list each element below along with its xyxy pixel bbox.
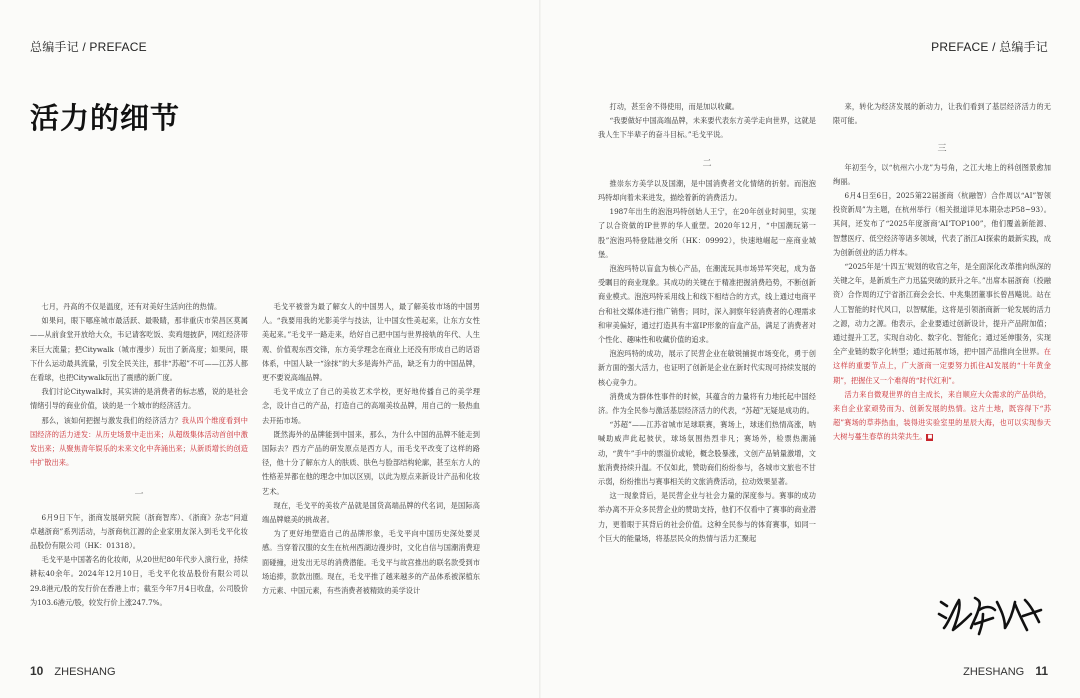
paragraph: 现在，毛戈平的美妆产品就是国货高端品牌的代名词，是国际高端品牌媲美的挑战者。 bbox=[262, 500, 480, 525]
page-number: 10 bbox=[30, 664, 44, 678]
header-right: PREFACE / 总编手记 bbox=[931, 40, 1048, 54]
paragraph: “我要做好中国高端品牌，未来要代表东方美学走向世界，这就是我人生下半辈子的奋斗目标。”毛戈平说。 bbox=[598, 116, 816, 140]
paragraph: 七月，丹高的不仅是温度，还有对美好生活向往的热情。 bbox=[41, 302, 222, 311]
page-spine bbox=[539, 0, 541, 698]
column-4 bbox=[833, 100, 1051, 445]
paragraph: 这一现象背后，是民营企业与社会力量的深度参与。赛事的成功举办离不开众多民营企业的赞助支持，他们不仅看中了赛事的商业潜力，更着眼于其背后的社会价值。这种全民参与的体育赛事，如同一个巨大的能量场，将基层民众的热情与活力汇聚起 bbox=[598, 491, 816, 543]
handwritten-signature bbox=[935, 588, 1045, 638]
highlight-text: 在这样的重要节点上，广大浙商一定要努力抓住AI发展的“十年黄金期”，把握住又一个难得的“时代红利”。 bbox=[833, 347, 1051, 385]
paragraph: 泡泡玛特的成功，展示了民营企业在敏锐捕捉市场变化，勇于创新方面的强大活力，也证明了创新是企业在新时代实现可持续发展的核心竞争力。 bbox=[598, 349, 816, 387]
column-1 bbox=[30, 300, 248, 610]
closing-text: 活力来自微观世界的自主成长，来自顺应大众需求的产品供给，来自企业家顽势而为、创新发展的热情。这片土地，既容得下“苏超”赛场的草莽热血，装得进实验室里的星辰大海，也可以实现参天大树与蔓生春草的共荣共生。 bbox=[833, 389, 1051, 442]
paragraph: 毛戈平是中国著名的化妆师，从20世纪80年代步入演行业，持续耕耘40余年。2024年12月10日，毛戈平化妆品股份有限公司以29.8港元/股的发行价在香港上市；截至今年7月4日收盘，公司股价为103.6港元/股，较发行价上涨247.7%。 bbox=[30, 555, 248, 607]
paragraph: 我们讨论Citywalk时，其实讲的是消费者的标志感，说的是社会情绪引导的商业价值，谈的是一个城市的经济活力。 bbox=[30, 387, 248, 411]
end-mark-icon: ■ bbox=[927, 433, 933, 440]
paragraph: 6月9日下午，浙商发展研究院（浙商智库）、《浙商》杂志“问道卓越浙商”系列活动，与浙商杭江源的企业家朋友深入到毛戈平化妆品股份有限公司（HK：01318）。 bbox=[30, 512, 248, 551]
paragraph-text: “2025年是‘十四五’规划的收官之年，是全面深化改革推向纵深的关键之年，是新质生产力迅猛突破的跃升之年。”出席本届浙商（投融资）合作周的辽宁省浙江商会会长、中兆集团董事长曾昌飚说。站在人工智能的时代风口，以智赋能，这将是引领浙商新一轮发展的活力之源，动力之源。他表示，企业要通过创新设计，提升产品附加值；通过提升工艺，实现自动化、数字化、智能化；通过延伸服务，实现全产业链的数字化转型；通过拓展市场，把中国产品推向全世界。 bbox=[833, 262, 1051, 357]
paragraph: 消费成为群体性事件的时候，其蕴含的力量将有力地托起中国经济。作为全民参与激活基层经济活力的代表，“苏超”无疑是成功的。 bbox=[598, 391, 816, 416]
paragraph: 既然海外的品牌能到中国来，那么，为什么中国的品牌不能走到国际去？西方产品的研发原点是西方人，而毛戈平改变了这样的路径，他十分了解东方人的肤质、肤色与脸部结构轮廓，甚至东方人的性格差异都在他的理念中加以区别，以此为原点来新设计产品和化妆艺术。 bbox=[262, 429, 480, 496]
column-3 bbox=[598, 100, 816, 546]
highlight-text: 我从四个维度看到中国经济的活力迸发：从历史场景中走出来；从超级集体活动首创中激发出来；从聚焦青年娱乐的未来文化中奔涌出来；从新质增长的创造中扩散出来。 bbox=[30, 415, 248, 468]
section-marker: 三 bbox=[937, 144, 947, 155]
paragraph: 为了更好地塑造自己的品牌形象，毛戈平向中国历史深处要灵感。当穿着汉服的女生在杭州西湖边漫步时，文化自信与国潮消费迎面碰撞，迸发出无尽的消费潜能。毛戈平与故宫推出的联名款受到市场追捧，款款出圈。现在，毛戈平推了越来越多的产品体系被深植东方元素、中国元素，有些消费者被精致的美学设计 bbox=[262, 529, 480, 596]
paragraph: 推崇东方美学以及国潮，是中国消费者文化情绪的折射。而泡泡玛特却向着未来进发，描绘着新的消费活力。 bbox=[598, 178, 816, 203]
paragraph: 年初至今，以“杭州六小龙”为号角，之江大地上的科创图景愈加绚丽。 bbox=[833, 162, 1051, 186]
paragraph: 毛戈平成立了自己的美妆艺术学校，更好地传播自己的美学理念，设计自己的产品，打造自己的高端美妆品牌，用自己的一般热血去开拓市场。 bbox=[262, 387, 480, 425]
paragraph: 6月4日至6日，2025第22届浙商（杭融智）合作周以“AI”智领 投资新局”为主题，在杭州举行（相关报道详见本期杂志P58~93）。其间，还发布了“2025年度浙商‘AI’TOP100”，他们覆盖新能源、智慧医疗、低空经济等诸多领域，代表了浙江AI探索的最新实践，成为创新创业的活力样本。 bbox=[833, 191, 1051, 257]
column-2 bbox=[262, 300, 480, 598]
paragraph: 来，转化为经济发展的新动力，让我们看到了基层经济活力的无限可能。 bbox=[833, 102, 1051, 126]
paragraph: 毛戈平被誉为最了解女人的中国男人，最了解美妆市场的中国男人。“我要用我的光影美学与技法，让中国女性美起来，让东方女性美起来。”毛戈平一路走来，给好自己把中国与世界接轨的年代、人生观、价值观东西交锋，东方美学理念在商业上还没有形成自己的话语体系，中国人缺一“涂抹”的大多是海外产品，缺乏有力的中国品牌，更不要说高端品牌。 bbox=[262, 302, 480, 383]
paragraph: 1987年出生的泡泡玛特创始人王宁，在20年创业时间里，实现了以合资做的IP世界的华人重塑。2020年12月，“中国潮玩第一股”泡泡玛特登陆港交所（HK：09992），快速地崛起一座商业城堡。 bbox=[598, 207, 816, 259]
paragraph-text: 那么，该如何把握与激发我们的经济活力？ bbox=[41, 415, 182, 425]
paragraph: “苏超”——江苏省城市足球联赛，赛场上，球迷们热情高涨，呐喊助威声此起彼伏，球场氛围热烈非凡；赛场外，检票热潮涌动，“黄牛”手中的票溢价或轮，概念股暴涨，文创产品销量激增，文旅消费持续升温。不仅如此，赞助商们纷纷参与，各城市文旅也不甘示弱，纷纷推出与赛事相关的文旅消费活动，拉动效果显著。 bbox=[598, 420, 816, 487]
brand-name: ZHESHANG bbox=[963, 666, 1025, 678]
paragraph: 如果问，眼下哪座城市最活跃、最吸睛，那非重庆市荣昌区莫属——从前食堂开放给大众，韦记请客吃饭、卖鸡翅披萨，网红经济带来巨大流量；把Citywalk（城市漫步）玩出了新高度；如果问，眼下什么运动最具流量，引发全民关注，那非“苏超”不可——江苏人都在看球，也把Citywalk玩出了震感的新广度。 bbox=[30, 316, 248, 383]
page-title: 活力的细节 bbox=[30, 101, 181, 135]
section-marker: 二 bbox=[702, 158, 712, 169]
paragraph bbox=[30, 414, 248, 471]
header-left: 总编手记 / PREFACE bbox=[30, 40, 147, 54]
footer-right bbox=[963, 664, 1048, 678]
footer-left bbox=[30, 664, 116, 678]
section-marker: 一 bbox=[134, 490, 144, 501]
paragraph: 泡泡玛特以盲盒为核心产品，在潮流玩具市场异军突起，成为备受瞩目的商业现象。其成功的关键在于精准把握消费趋势，不断创新商业模式。泡泡玛特采用线上和线下相结合的方式，线上通过电商平台和社交媒体进行推广销售；同时，深入洞察年轻消费者的心理需求和审美偏好，通过打造具有丰富IP形象的盲盒产品，满足了消费者对个性化、趣味性和收藏价值的追求。 bbox=[598, 264, 816, 345]
paragraph: 打动，甚至舍不得使用，而是加以收藏。 bbox=[609, 102, 739, 111]
page-number: 11 bbox=[1035, 664, 1048, 678]
closing-paragraph bbox=[833, 388, 1051, 445]
brand-name: ZHESHANG bbox=[54, 666, 116, 678]
paragraph bbox=[833, 260, 1051, 388]
